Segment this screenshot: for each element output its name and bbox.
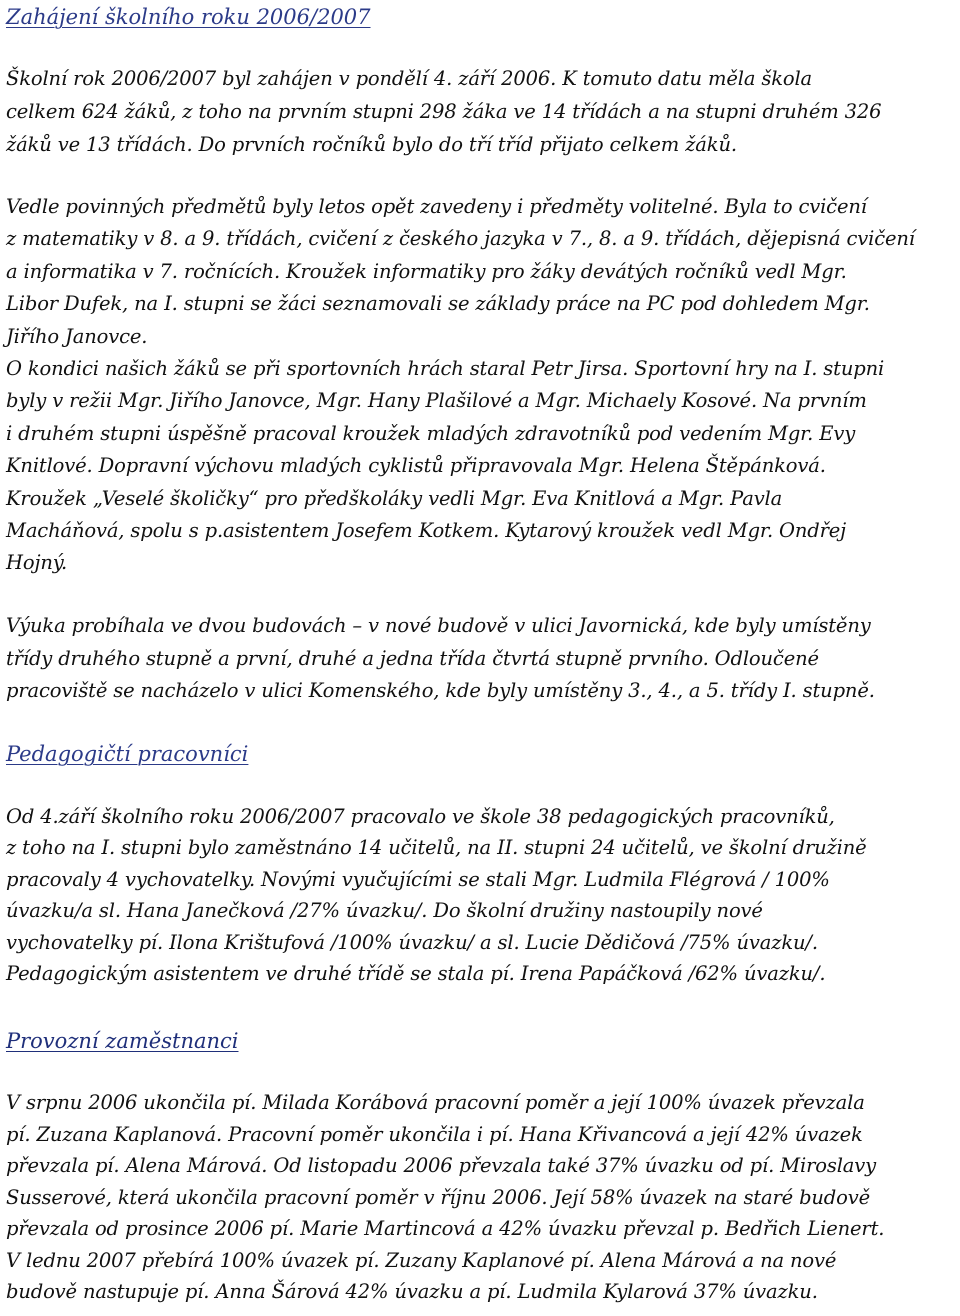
pedagogical-staff-paragraph: Od 4.září školního roku 2006/2007 pracovalo ve škole 38 pedagogických pracovníků, z toho na I. stupni bylo zaměstnáno 14 učitelů, na II. stupni 24 učitelů, ve školní družině pracovaly 4 vychovatelky. Novými vyučujícími se stali Mgr. Ludmila Flégrová / 100% úvazku/a sl. Hana Janečková /27% úvazku/. Do školní družiny nastoupily nové vychovatelky pí. Ilona Krištufová /100% úvazku/ a sl. Lucie Dědičová /75% úvazku/. Pedagogickým asistentem ve druhé třídě se stala pí. Irena Papáčková /62% úvazku/. — [6, 805, 867, 986]
operational-staff-paragraph: V srpnu 2006 ukončila pí. Milada Korábová pracovní poměr a její 100% úvazek převzala pí. Zuzana Kaplanová. Pracovní poměr ukončila i pí. Hana Křivancová a její 42% úvazek převzala pí. Alena Márová. Od listopadu 2006 převzala také 37% úvazku od pí. Miroslavy Susserové, která ukončila pracovní poměr v říjnu 2006. Její 58% úvazek na staré budově převzala od prosince 2006 pí. Marie Martincová a 42% úvazku převzal p. Bedřich Lienert. V lednu 2007 přebírá 100% úvazek pí. Zuzany Kaplanové pí. Alena Márová a na nové budově nastupuje pí. Anna Šárová 42% úvazku a pí. Ludmila Kylarová 37% úvazku. — [6, 1091, 885, 1303]
buildings-paragraph: Výuka probíhala ve dvou budovách – v nové budově v ulici Javornická, kde byly umístěny třídy druhého stupně a první, druhé a jedna třída čtvrtá stupně prvního. Odloučené pracoviště se nacházelo v ulici Komenského, kde byly umístěny 3., 4., a 5. třídy I. stupně. — [6, 614, 875, 702]
intro-paragraph: Školní rok 2006/2007 byl zahájen v pondělí 4. září 2006. K tomuto datu měla škola celkem 624 žáků, z toho na prvním stupni 298 žáka ve 14 třídách a na stupni druhém 326 žáků ve 13 třídách. Do prvních ročníků bylo do tří tříd přijato celkem žáků. — [6, 67, 882, 156]
operational-staff-heading: Provozní zaměstnanci — [6, 1029, 239, 1053]
school-year-heading: Zahájení školního roku 2006/2007 — [6, 5, 371, 29]
pedagogical-staff-heading: Pedagogičtí pracovníci — [6, 742, 249, 766]
subjects-paragraph: Vedle povinných předmětů byly letos opět zavedeny i předměty volitelné. Byla to cvičení z matematiky v 8. a 9. třídách, cvičení z českého jazyka v 7., 8. a 9. třídách, dějepisná cvičení a informatika v 7. ročnících. Kroužek informatiky pro žáky devátých ročníků vedl Mgr. Libor Dufek, na I. stupni se žáci seznamovali se základy práce na PC pod dohledem Mgr. Jiřího Janovce. O kondici našich žáků se při sportovních hrách staral Petr Jirsa. Sportovní hry na I. stupni byly v režii Mgr. Jiřího Janovce, Mgr. Hany Plašilové a Mgr. Michaely Kosové. Na prvním i druhém stupni úspěšně pracoval kroužek mladých zdravotníků pod vedením Mgr. Evy Knitlové. Dopravní výchovu mladých cyklistů připravovala Mgr. Helena Štěpánková. Kroužek „Veselé školičky“ pro předškoláky vedli Mgr. Eva Knitlová a Mgr. Pavla Macháňová, spolu s p.asistentem Josefem Kotkem. Kytarový kroužek vedl Mgr. Ondřej Hojný. — [6, 195, 915, 575]
